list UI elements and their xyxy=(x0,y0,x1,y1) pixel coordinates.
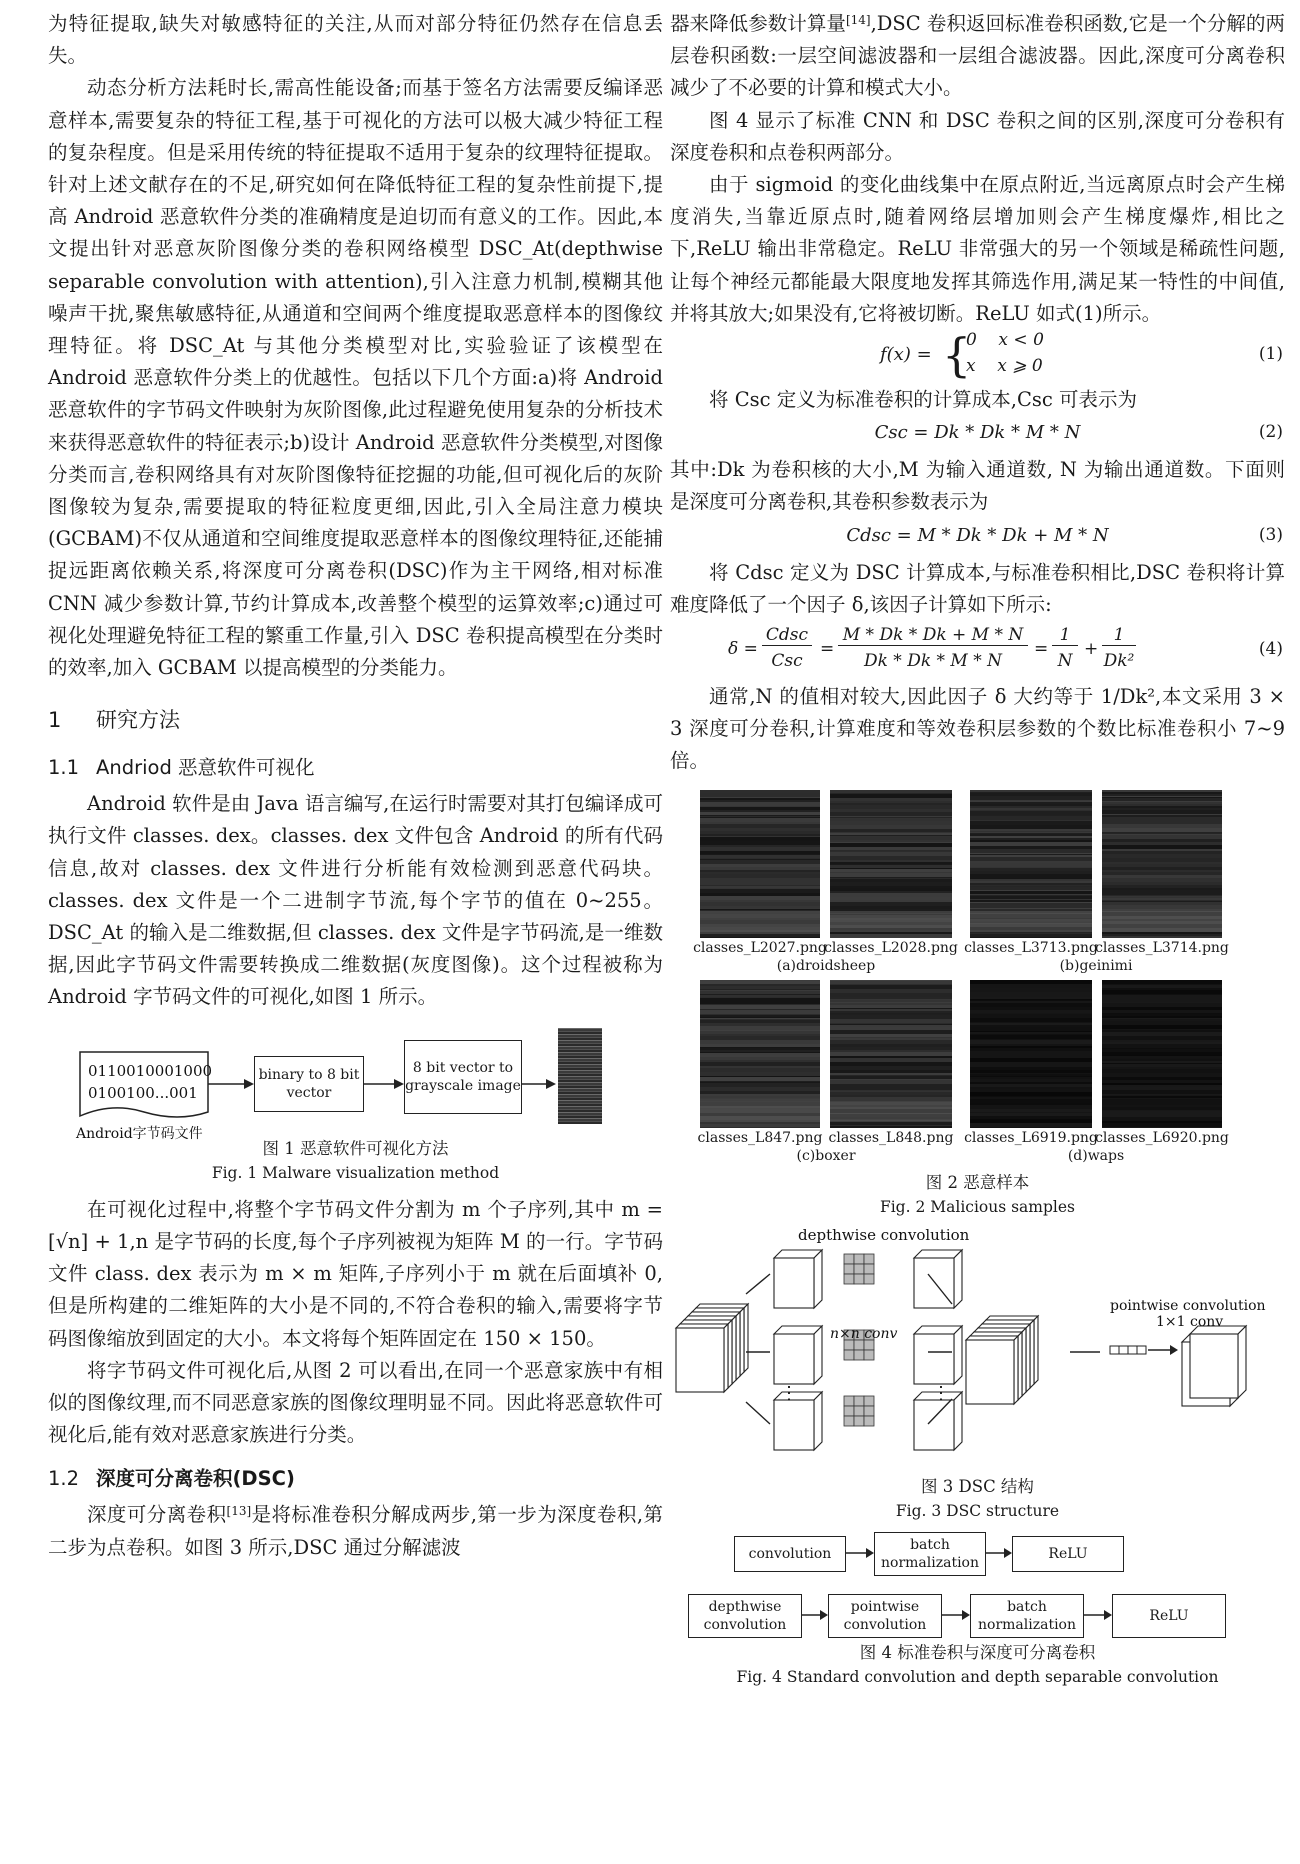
text-run: 在可视化过程中,将整个字节码文件分割为 xyxy=(87,1197,463,1221)
text-run: 器来降低参数计算量 xyxy=(670,12,846,35)
text-run: ,DSC 卷积返回标准卷积函数,它是一个分解的两层卷积函数:一层空间滤波器和一层组合滤波器。因此,深度可分离卷积减少了不必要的计算和模式大小。 xyxy=(670,12,1285,100)
image-label: classes_L2027.png xyxy=(693,939,827,956)
text-run: 深度可分离卷积 xyxy=(87,1503,227,1527)
depthwise-box: depthwise convolution xyxy=(688,1594,802,1638)
sample-image xyxy=(830,980,952,1128)
right-column xyxy=(670,8,1285,1692)
paragraph: 其中:Dk 为卷积核的大小,M 为输入通道数, N 为输出通道数。下面则是深度可分离卷积,其卷积参数表示为 xyxy=(670,458,1285,514)
sample-image xyxy=(700,790,820,938)
subsection-heading xyxy=(48,1463,663,1491)
figure-1-caption-cn: 图 1 恶意软件可视化方法 xyxy=(262,1138,449,1158)
eq4-f1-den: Csc xyxy=(771,651,803,672)
subsection-heading xyxy=(48,752,663,780)
convolution-box: convolution xyxy=(734,1536,846,1572)
eq4-f2-den: Dk * Dk * M * N xyxy=(863,651,1003,672)
paragraph: 为特征提取,缺失对敏感特征的关注,从而对部分特征仍然存在信息丢失。 xyxy=(48,12,663,68)
equation-3 xyxy=(670,519,1285,557)
texture-band xyxy=(1102,911,1222,932)
relu-box: ReLU xyxy=(1112,1594,1226,1638)
image-label: classes_L2028.png xyxy=(824,939,958,956)
eq1-lhs: f(x) = xyxy=(880,344,932,366)
image-label: classes_L3714.png xyxy=(1095,939,1229,956)
eq4-lhs: δ = xyxy=(728,639,758,660)
equation-2 xyxy=(670,416,1285,454)
paragraph: 将 Csc 定义为标准卷积的计算成本,Csc 可表示为 xyxy=(709,388,1137,412)
left-column xyxy=(48,8,663,1564)
figure-2 xyxy=(670,786,1285,1196)
figure-3 xyxy=(670,1224,1285,1524)
equation-number: (4) xyxy=(1258,639,1283,660)
pointwise-label: pointwise convolution xyxy=(1110,1297,1266,1314)
image-label: classes_L847.png xyxy=(697,1129,823,1146)
paragraph: 动态分析方法耗时长,需高性能设备;而基于签名方法需要反编译恶意样本,需要复杂的特征工程,基于可视化的方法可以极大减少特征工程的复杂程度。但是采用传统的特征提取不适用于复杂的纹理特征提取。针对上述文献存在的不足,研究如何在降低特征工程的复杂性前提下,提高 Android 恶意软件分类的准确精度是迫切而有意义的工作。因此,本文提出针对恶意灰阶图像分类的卷积网络模型 DSC_At(depthwise separable convolution with attention),引入注意力机制,模糊其他噪声干扰,聚焦敏感特征,从通道和空间两个维度提取恶意样本的图像纹理特征。将 DSC_At 与其他分类模型对比,实验验证了该模型在 Android 恶意软件分类上的优越性。包括以下几个方面:a)将 Android 恶意软件的字节码文件映射为灰阶图像,此过程避免使用复杂的分析技术来获得恶意软件的特征表示;b)设计 Android 恶意软件分类模型,对图像分类而言,卷积网络具有对灰阶图像特征挖掘的功能,但可视化后的灰阶图像较为复杂,需要提取的特征粒度更细,因此,引入全局注意力模块(GCBAM)不仅从通道和空间维度提取恶意样本的图像纹理特征,还能捕捉远距离依赖关系,将深度可分离卷积(DSC)作为主干网络,相对标准 CNN 减少参数计算,节约计算成本,改善整个模型的运算效率;c)通过可视化处理避免特征工程的繁重工作量,引入 DSC 卷积提高模型在分类时的效率,加入 GCBAM 以提高模型的分类能力。 xyxy=(48,76,663,680)
sample-image xyxy=(830,790,952,938)
section-number: 1 xyxy=(48,708,62,733)
paragraph: 将 Cdsc 定义为 DSC 计算成本,与标准卷积相比,DSC 卷积将计算难度降低了一个因子 δ,该因子计算如下所示: xyxy=(670,560,1285,616)
output-feature-stack xyxy=(966,1316,1038,1404)
eq1-case-2: x x ⩾ 0 xyxy=(966,356,1043,377)
equation-number: (1) xyxy=(1258,344,1283,365)
sample-image xyxy=(970,980,1092,1128)
paragraph: 通常,N 的值相对较大,因此因子 δ 大约等于 1/Dk²,本文采用 3 × 3 深度可分卷积,计算难度和等效卷积层参数的个数比标准卷积小 7~9 倍。 xyxy=(670,685,1285,773)
arrow-head xyxy=(394,1079,404,1089)
paragraph xyxy=(48,1194,663,1355)
paragraph: 由于 sigmoid 的变化曲线集中在原点附近,当远离原点时会产生梯度消失,当靠近原点时,随着网络层增加则会产生梯度爆炸,相比之下,ReLU 输出非常稳定。ReLU 非常强大的另一个领域是稀疏性问题,让每个神经元都能最大限度地发挥其筛选作用,满足某一特性的中间值,并将其放大;如果没有,它将被切断。ReLU 如式(1)所示。 xyxy=(670,173,1285,325)
batch-norm-box: batch normalization xyxy=(970,1594,1084,1638)
text-run: M 的一行。字节码文件 class. dex 表示为 m × m 矩阵,子序列小于 m 就在后面填补 0,但是所构建的二维矩阵的大小是不同的,不符合卷积的输入,需要将字节码图像缩放到固定的大小。本文将每个矩阵固定在 150 × 150。 xyxy=(48,1229,663,1350)
citation: [14] xyxy=(845,13,871,27)
equation-4 xyxy=(670,621,1285,681)
citation: [13] xyxy=(226,1504,252,1519)
grayscale-output-image xyxy=(558,1028,602,1124)
eq1-case-1: 0 x < 0 xyxy=(966,330,1044,351)
subsection-title: 深度可分离卷积(DSC) xyxy=(96,1467,295,1491)
eq4-plus: + xyxy=(1084,639,1099,660)
section-heading xyxy=(48,704,663,734)
texture-band xyxy=(970,911,1092,932)
eq4-f4-den: Dk² xyxy=(1103,651,1135,672)
paragraph: 图 4 显示了标准 CNN 和 DSC 卷积之间的区别,深度可分卷积有深度卷积和点卷积两部分。 xyxy=(670,108,1285,164)
sample-image xyxy=(970,790,1092,938)
figure-2-caption-cn: 图 2 恶意样本 xyxy=(925,1172,1030,1192)
figure-3-caption-en: Fig. 3 DSC structure xyxy=(895,1501,1060,1520)
eq2-body: Csc = Dk * Dk * M * N xyxy=(874,422,1081,444)
subsection-number: 1.1 xyxy=(48,756,80,780)
subsection-title: Andriod 恶意软件可视化 xyxy=(96,756,315,780)
subfigure-label: (d)waps xyxy=(1067,1147,1125,1164)
texture-band xyxy=(830,911,952,932)
figure-4 xyxy=(670,1532,1285,1692)
eq4-f2-num: M * Dk * Dk + M * N xyxy=(838,625,1028,646)
sample-image xyxy=(1102,790,1222,938)
image-label: classes_L3713.png xyxy=(964,939,1098,956)
arrow-head xyxy=(546,1079,556,1089)
batch-norm-box: batch normalization xyxy=(874,1532,986,1576)
paragraph: Android 软件是由 Java 语言编写,在运行时需要对其打包编译成可执行文件 classes. dex。classes. dex 文件包含 Android 的所有代码信息,故对 classes. dex 文件进行分析能有效检测到恶意代码块。classes. dex 文件是一个二进制字节流,每个字节的值在 0~255。DSC_At 的输入是二维数据,但 classes. dex 文件是字节码流,是一维数据,因此字节码文件需要转换成二维数据(灰度图像)。这个过程被称为 Android 字节码文件的可视化,如图 1 所示。 xyxy=(48,792,663,1009)
text-run: m 个子序列,其中 m = [√n] + 1,n 是字节码的长度,每个子序列被视为矩阵 xyxy=(48,1197,663,1253)
eq4-f3-num: 1 xyxy=(1052,625,1078,646)
sample-image xyxy=(700,980,820,1128)
paragraph: 将字节码文件可视化后,从图 2 可以看出,在同一个恶意家族中有相似的图像纹理,而不同恶意家族的图像纹理明显不同。因此将恶意软件可视化后,能有效对恶意家族进行分类。 xyxy=(48,1358,663,1447)
image-label: classes_L6919.png xyxy=(964,1129,1098,1146)
figure-1-caption-en: Fig. 1 Malware visualization method xyxy=(211,1163,500,1182)
figure-3-diagram xyxy=(670,1224,1285,1474)
figure-4-caption-en: Fig. 4 Standard convolution and depth separable convolution xyxy=(736,1667,1219,1686)
ellipsis: ⋮ xyxy=(780,1382,798,1404)
bits-line-2: 0100100...001 xyxy=(88,1083,198,1102)
sample-image xyxy=(1102,980,1222,1128)
image-label: classes_L848.png xyxy=(828,1129,954,1146)
eq4-equals: = xyxy=(820,639,835,660)
figure-1 xyxy=(48,1024,663,1184)
image-label: classes_L6920.png xyxy=(1095,1129,1229,1146)
equation-1 xyxy=(670,330,1285,384)
pointwise-output-stack xyxy=(1110,1326,1246,1406)
pointwise-box: pointwise convolution xyxy=(828,1594,942,1638)
texture-band xyxy=(830,1101,952,1122)
binary-box: binary to 8 bit vector xyxy=(254,1056,364,1112)
relu-box: ReLU xyxy=(1012,1536,1124,1572)
equation-number: (2) xyxy=(1258,422,1283,443)
document-label: Android字节码文件 xyxy=(76,1125,203,1142)
eq3-body: Cdsc = M * Dk * Dk + M * N xyxy=(846,524,1109,546)
figure-3-caption-cn: 图 3 DSC 结构 xyxy=(921,1476,1034,1496)
texture-band xyxy=(700,1101,820,1122)
equation-number: (3) xyxy=(1258,524,1283,545)
text-run: 是将标准卷积分解成两步,第一步为深度卷积,第二步为点卷积。如图 3 所示,DSC 通过分解滤波 xyxy=(48,1503,663,1559)
nxn-label: n×n conv xyxy=(830,1325,898,1342)
subfigure-label: (c)boxer xyxy=(796,1147,856,1164)
eq4-equals: = xyxy=(1034,639,1049,660)
arrow-head xyxy=(244,1079,254,1089)
ellipsis: ⋮ xyxy=(932,1382,950,1404)
onexone-label: 1×1 conv xyxy=(1156,1313,1224,1330)
eq4-f4-num: 1 xyxy=(1102,625,1136,646)
depthwise-label: depthwise convolution xyxy=(798,1225,970,1244)
figure-2-caption-en: Fig. 2 Malicious samples xyxy=(879,1197,1076,1216)
texture-band xyxy=(700,911,820,932)
paragraph xyxy=(670,8,1285,105)
input-feature-stack xyxy=(676,1304,748,1392)
subfigure-label: (a)droidsheep xyxy=(776,957,876,974)
brace: { xyxy=(942,328,972,383)
eq4-f3-den: N xyxy=(1057,651,1073,672)
subfigure-label: (b)geinimi xyxy=(1059,957,1133,974)
bits-line-1: 0110010001000 xyxy=(88,1061,213,1080)
section-title: 研究方法 xyxy=(96,708,180,733)
figure-4-caption-cn: 图 4 标准卷积与深度可分离卷积 xyxy=(859,1642,1096,1662)
subsection-number: 1.2 xyxy=(48,1467,80,1491)
paragraph xyxy=(48,1499,663,1563)
grayscale-box: 8 bit vector to grayscale image xyxy=(404,1040,522,1114)
eq4-f1-num: Cdsc xyxy=(762,625,812,646)
